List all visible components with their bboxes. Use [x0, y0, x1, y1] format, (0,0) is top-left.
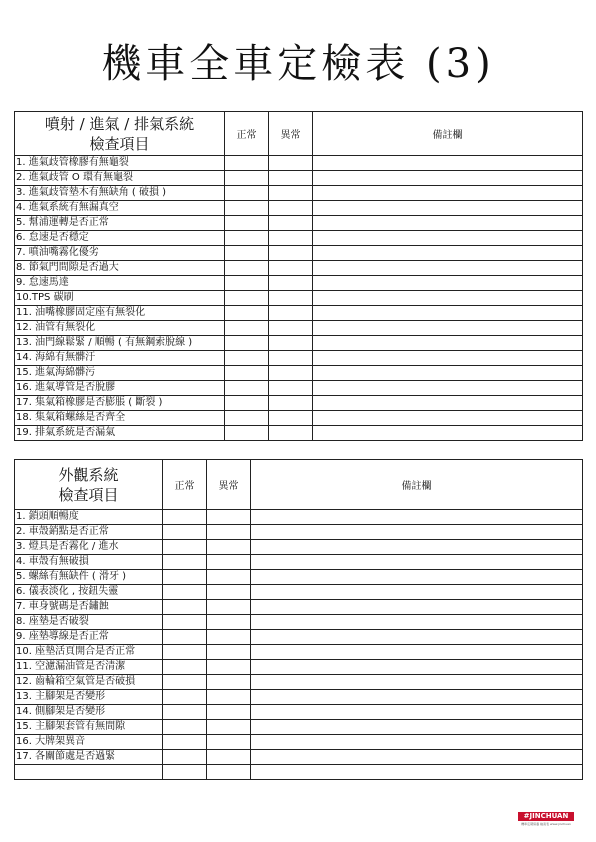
normal-check-cell[interactable] [163, 765, 207, 780]
system-name: 外觀系統 [58, 465, 119, 484]
remarks-cell[interactable] [251, 705, 583, 720]
check-item-label: 14. 側腳架是否變形 [15, 705, 163, 720]
check-item-label: 1. 鎖頭順暢度 [15, 510, 163, 525]
system-subtitle: 檢查項目 [58, 485, 119, 504]
normal-check-cell[interactable] [225, 321, 269, 336]
check-item-label: 7. 噴油嘴霧化優劣 [15, 246, 225, 261]
table-row [15, 630, 583, 645]
table-row [15, 276, 583, 291]
check-item-label: 2. 車殼銷點是否正常 [15, 525, 163, 540]
normal-check-cell[interactable] [163, 720, 207, 735]
remarks-cell[interactable] [313, 261, 583, 276]
check-item-label: 15. 主腳架套管有無間隙 [15, 720, 163, 735]
normal-check-cell[interactable] [163, 570, 207, 585]
abnormal-check-cell[interactable] [207, 600, 251, 615]
normal-check-cell[interactable] [225, 306, 269, 321]
check-item-label: 11. 油嘴橡膠固定座有無裂化 [15, 306, 225, 321]
normal-check-cell[interactable] [163, 600, 207, 615]
abnormal-check-cell[interactable] [207, 675, 251, 690]
normal-check-cell[interactable] [225, 261, 269, 276]
remarks-cell[interactable] [313, 246, 583, 261]
remarks-cell[interactable] [313, 276, 583, 291]
remarks-column-header: 備註欄 [251, 460, 583, 510]
check-item-label: 6. 怠速是否穩定 [15, 231, 225, 246]
remarks-cell[interactable] [251, 720, 583, 735]
table-row [15, 336, 583, 351]
check-item-label: 8. 節氣門間隙是否過大 [15, 261, 225, 276]
remarks-cell[interactable] [251, 615, 583, 630]
normal-check-cell[interactable] [163, 555, 207, 570]
normal-check-cell[interactable] [225, 276, 269, 291]
remarks-cell[interactable] [251, 525, 583, 540]
table-row [15, 600, 583, 615]
check-item-label: 16. 進氣導管是否脫膠 [15, 381, 225, 396]
abnormal-check-cell[interactable] [269, 306, 313, 321]
table-row [15, 216, 583, 231]
remarks-cell[interactable] [313, 366, 583, 381]
table-row [15, 555, 583, 570]
jinchuan-logo: #JINCHUAN [518, 812, 574, 821]
check-item-label: 16. 大牌架異音 [15, 735, 163, 750]
check-item-label: 8. 座墊是否破裂 [15, 615, 163, 630]
remarks-cell[interactable] [251, 765, 583, 780]
normal-check-cell[interactable] [225, 366, 269, 381]
check-item-label: 6. 儀表淡化 , 按鈕失靈 [15, 585, 163, 600]
remarks-cell[interactable] [251, 675, 583, 690]
abnormal-check-cell[interactable] [269, 411, 313, 426]
remarks-cell[interactable] [313, 351, 583, 366]
remarks-cell[interactable] [313, 321, 583, 336]
table-row [15, 351, 583, 366]
abnormal-check-cell[interactable] [269, 216, 313, 231]
table-row [15, 705, 583, 720]
check-item-label: 14. 海綿有無髒汙 [15, 351, 225, 366]
remarks-cell[interactable] [313, 291, 583, 306]
remarks-cell[interactable] [251, 555, 583, 570]
normal-check-cell[interactable] [225, 216, 269, 231]
logo-tagline: 機車定期保養 檢查表 www.jinchuan [521, 822, 571, 826]
normal-check-cell[interactable] [163, 645, 207, 660]
remarks-cell[interactable] [313, 411, 583, 426]
remarks-cell[interactable] [251, 570, 583, 585]
table-row [15, 321, 583, 336]
remarks-cell[interactable] [251, 585, 583, 600]
abnormal-check-cell[interactable] [269, 231, 313, 246]
table-row [15, 411, 583, 426]
normal-check-cell[interactable] [225, 351, 269, 366]
table-row [15, 201, 583, 216]
normal-check-cell[interactable] [225, 201, 269, 216]
table-row [15, 675, 583, 690]
normal-check-cell[interactable] [163, 675, 207, 690]
check-item-label: 4. 車殼有無破損 [15, 555, 163, 570]
remarks-cell[interactable] [313, 381, 583, 396]
check-item-label: 18. 集氣箱螺絲是否齊全 [15, 411, 225, 426]
abnormal-check-cell[interactable] [269, 396, 313, 411]
table-row [15, 765, 583, 780]
table-row [15, 735, 583, 750]
table-row [15, 690, 583, 705]
abnormal-check-cell[interactable] [207, 720, 251, 735]
system-header [15, 460, 163, 510]
normal-check-cell[interactable] [225, 426, 269, 441]
abnormal-check-cell[interactable] [269, 276, 313, 291]
appearance-checklist [14, 459, 583, 780]
system-header [15, 112, 225, 156]
normal-check-cell[interactable] [225, 336, 269, 351]
check-item-label: 10. 座墊活頁開合是否正常 [15, 645, 163, 660]
check-item-label: 15. 進氣海綿髒污 [15, 366, 225, 381]
table-row [15, 381, 583, 396]
table-row [15, 645, 583, 660]
abnormal-check-cell[interactable] [207, 645, 251, 660]
check-item-label: 2. 進氣歧管 O 環有無龜裂 [15, 171, 225, 186]
remarks-cell[interactable] [251, 540, 583, 555]
table-row [15, 570, 583, 585]
table-row [15, 366, 583, 381]
normal-check-cell[interactable] [225, 291, 269, 306]
normal-column-header: 正常 [225, 112, 269, 156]
normal-check-cell[interactable] [163, 510, 207, 525]
system-subtitle: 檢查項目 [89, 134, 150, 153]
check-item-label: 10.TPS 碳刷 [15, 291, 225, 306]
abnormal-check-cell[interactable] [269, 321, 313, 336]
normal-check-cell[interactable] [163, 660, 207, 675]
check-item-label: 9. 座墊導線是否正常 [15, 630, 163, 645]
table-header-row [15, 460, 583, 510]
remarks-cell[interactable] [251, 600, 583, 615]
table-row [15, 426, 583, 441]
remarks-cell[interactable] [313, 186, 583, 201]
remarks-cell[interactable] [313, 336, 583, 351]
abnormal-check-cell[interactable] [207, 585, 251, 600]
abnormal-check-cell[interactable] [207, 540, 251, 555]
check-item-label: 12. 油管有無裂化 [15, 321, 225, 336]
check-item-label: 9. 怠速馬達 [15, 276, 225, 291]
table-row [15, 246, 583, 261]
table-row [15, 156, 583, 171]
abnormal-check-cell[interactable] [269, 261, 313, 276]
check-item-label [15, 765, 163, 780]
normal-check-cell[interactable] [163, 540, 207, 555]
normal-check-cell[interactable] [225, 411, 269, 426]
abnormal-check-cell[interactable] [269, 351, 313, 366]
table-header-row [15, 112, 583, 156]
abnormal-column-header: 異常 [269, 112, 313, 156]
remarks-cell[interactable] [251, 510, 583, 525]
check-item-label: 12. 齒輪箱空氣管是否破損 [15, 675, 163, 690]
normal-check-cell[interactable] [225, 396, 269, 411]
check-item-label: 3. 進氣歧管墊木有無缺角 ( 破損 ) [15, 186, 225, 201]
abnormal-check-cell[interactable] [207, 690, 251, 705]
normal-check-cell[interactable] [163, 735, 207, 750]
normal-column-header: 正常 [163, 460, 207, 510]
check-item-label: 4. 進氣系統有無漏真空 [15, 201, 225, 216]
remarks-cell[interactable] [313, 231, 583, 246]
remarks-cell[interactable] [313, 201, 583, 216]
abnormal-check-cell[interactable] [269, 366, 313, 381]
remarks-column-header: 備註欄 [313, 112, 583, 156]
abnormal-check-cell[interactable] [207, 630, 251, 645]
check-item-label: 13. 油門線鬆緊 / 順暢 ( 有無鋼索脫線 ) [15, 336, 225, 351]
table-row [15, 660, 583, 675]
normal-check-cell[interactable] [163, 630, 207, 645]
abnormal-check-cell[interactable] [207, 660, 251, 675]
remarks-cell[interactable] [251, 735, 583, 750]
check-item-label: 13. 主腳架是否變形 [15, 690, 163, 705]
table-row [15, 525, 583, 540]
normal-check-cell[interactable] [163, 690, 207, 705]
remarks-cell[interactable] [251, 645, 583, 660]
table-row [15, 750, 583, 765]
page-title: 機車全車定檢表 (3) [101, 41, 495, 87]
remarks-cell[interactable] [313, 396, 583, 411]
remarks-cell[interactable] [251, 660, 583, 675]
check-item-label: 1. 進氣歧管橡膠有無龜裂 [15, 156, 225, 171]
abnormal-check-cell[interactable] [207, 525, 251, 540]
table-row [15, 720, 583, 735]
check-item-label: 3. 燈具是否霧化 / 進水 [15, 540, 163, 555]
normal-check-cell[interactable] [163, 615, 207, 630]
normal-check-cell[interactable] [225, 381, 269, 396]
abnormal-check-cell[interactable] [269, 201, 313, 216]
normal-check-cell[interactable] [163, 585, 207, 600]
abnormal-column-header: 異常 [207, 460, 251, 510]
check-item-label: 7. 車身號碼是否鏽蝕 [15, 600, 163, 615]
table-row [15, 585, 583, 600]
abnormal-check-cell[interactable] [269, 291, 313, 306]
intake-exhaust-checklist [14, 111, 583, 441]
abnormal-check-cell[interactable] [207, 705, 251, 720]
table-row [15, 186, 583, 201]
abnormal-check-cell[interactable] [269, 246, 313, 261]
table-row [15, 261, 583, 276]
table-row [15, 615, 583, 630]
table-row [15, 396, 583, 411]
abnormal-check-cell[interactable] [207, 735, 251, 750]
abnormal-check-cell[interactable] [207, 510, 251, 525]
table-row [15, 510, 583, 525]
remarks-cell[interactable] [313, 306, 583, 321]
check-item-label: 5. 幫浦運轉是否正常 [15, 216, 225, 231]
remarks-cell[interactable] [313, 156, 583, 171]
check-item-label: 17. 集氣箱橡膠是否膨脹 ( 斷裂 ) [15, 396, 225, 411]
normal-check-cell[interactable] [163, 750, 207, 765]
remarks-cell[interactable] [251, 690, 583, 705]
remarks-cell[interactable] [251, 750, 583, 765]
abnormal-check-cell[interactable] [207, 555, 251, 570]
check-item-label: 19. 排氣系統是否漏氣 [15, 426, 225, 441]
remarks-cell[interactable] [313, 171, 583, 186]
abnormal-check-cell[interactable] [207, 765, 251, 780]
table-row [15, 291, 583, 306]
remarks-cell[interactable] [251, 630, 583, 645]
remarks-cell[interactable] [313, 426, 583, 441]
abnormal-check-cell[interactable] [269, 171, 313, 186]
abnormal-check-cell[interactable] [269, 186, 313, 201]
table-row [15, 306, 583, 321]
abnormal-check-cell[interactable] [207, 570, 251, 585]
table-row [15, 171, 583, 186]
normal-check-cell[interactable] [163, 705, 207, 720]
check-item-label: 17. 各關節處是否過緊 [15, 750, 163, 765]
normal-check-cell[interactable] [225, 156, 269, 171]
check-item-label: 11. 空濾漏油管是否清潔 [15, 660, 163, 675]
abnormal-check-cell[interactable] [269, 426, 313, 441]
system-name: 噴射 / 進氣 / 排氣系統 [44, 114, 195, 133]
normal-check-cell[interactable] [225, 231, 269, 246]
table-row [15, 231, 583, 246]
remarks-cell[interactable] [313, 216, 583, 231]
table-row [15, 540, 583, 555]
normal-check-cell[interactable] [163, 525, 207, 540]
check-item-label: 5. 螺絲有無缺件 ( 滑牙 ) [15, 570, 163, 585]
abnormal-check-cell[interactable] [269, 156, 313, 171]
abnormal-check-cell[interactable] [207, 615, 251, 630]
normal-check-cell[interactable] [225, 186, 269, 201]
normal-check-cell[interactable] [225, 246, 269, 261]
normal-check-cell[interactable] [225, 171, 269, 186]
abnormal-check-cell[interactable] [269, 381, 313, 396]
abnormal-check-cell[interactable] [269, 336, 313, 351]
abnormal-check-cell[interactable] [207, 750, 251, 765]
